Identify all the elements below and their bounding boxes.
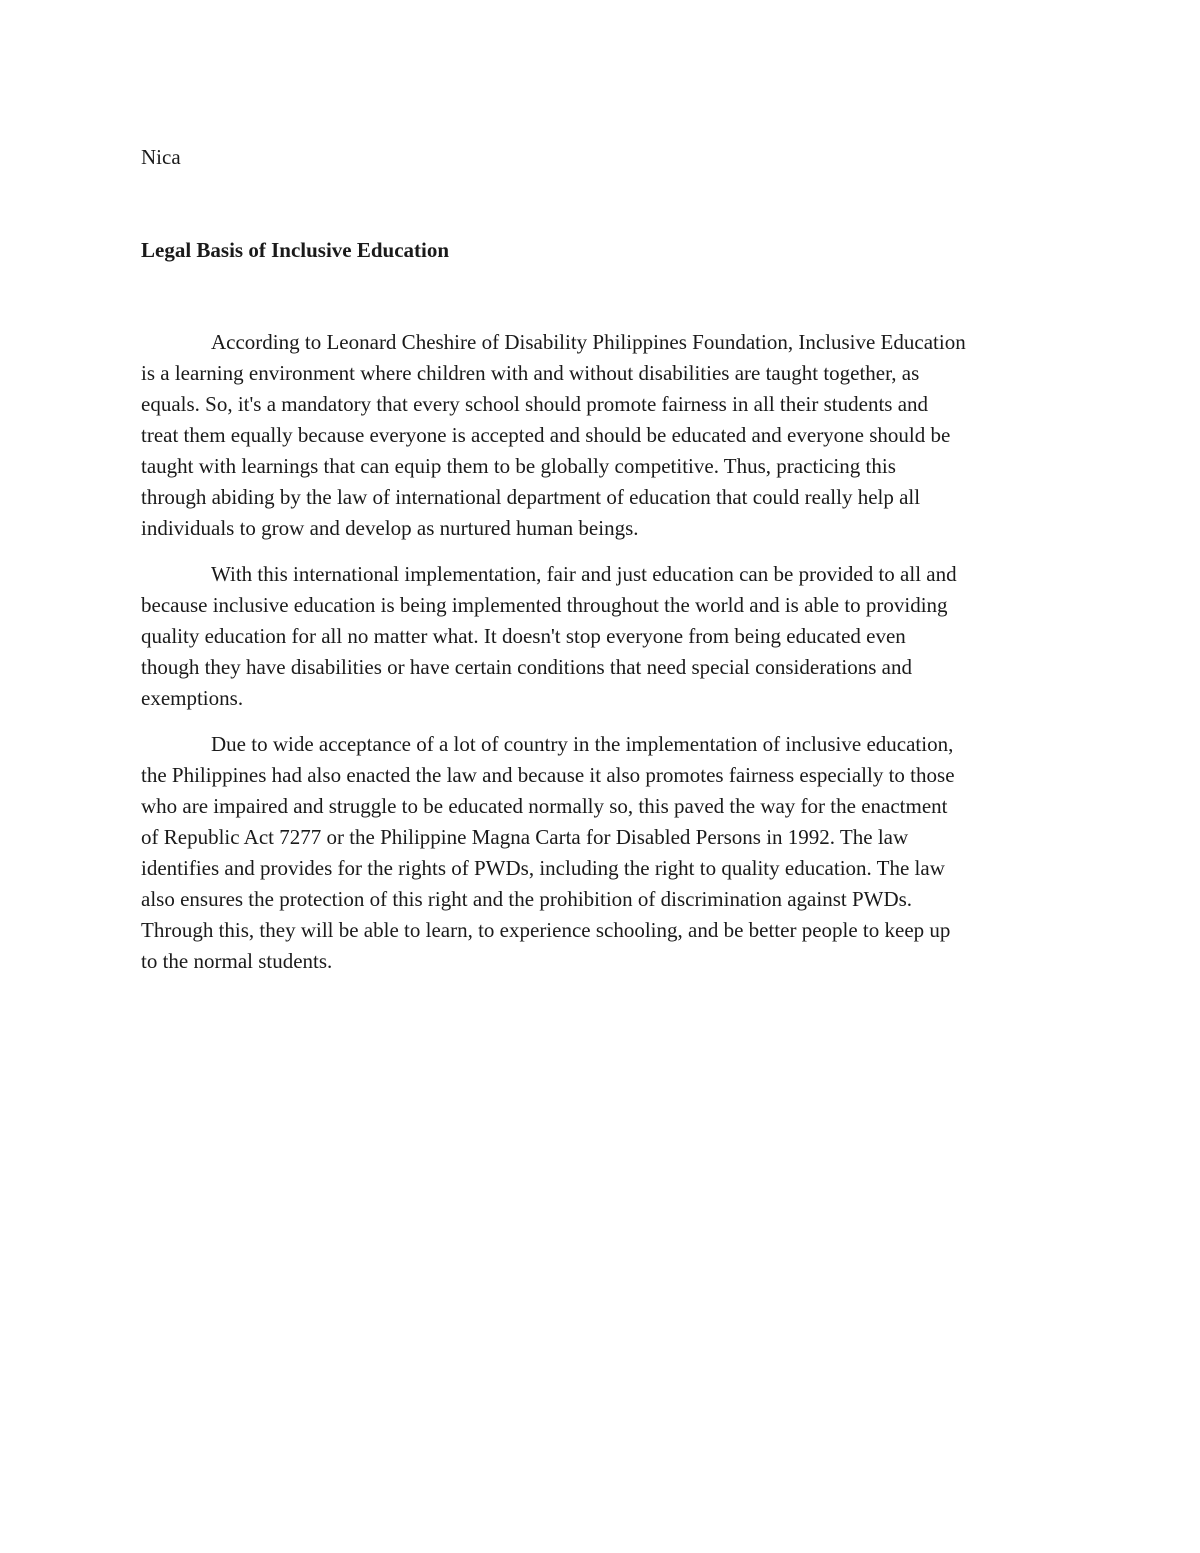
paragraph-line: According to Leonard Cheshire of Disability Philippines Foundation, Inclusive Education xyxy=(211,330,966,354)
paragraph-line: Due to wide acceptance of a lot of country in the implementation of inclusive education, xyxy=(211,732,954,756)
paragraph-line: though they have disabilities or have certain conditions that need special considerations and xyxy=(141,655,912,679)
paragraph-line: exemptions. xyxy=(141,686,244,710)
author-name: Nica xyxy=(141,145,181,169)
paragraph-line: individuals to grow and develop as nurtured human beings. xyxy=(141,516,639,540)
paragraph-1 xyxy=(141,327,1071,544)
document-title: Legal Basis of Inclusive Education xyxy=(141,238,450,262)
paragraph-line: through abiding by the law of international department of education that could really help all xyxy=(141,485,921,509)
paragraph-3 xyxy=(141,729,1071,977)
paragraph-line: equals. So, it's a mandatory that every school should promote fairness in all their students and xyxy=(141,392,929,416)
paragraph-line: is a learning environment where children with and without disabilities are taught together, as xyxy=(141,361,920,385)
paragraph-line: the Philippines had also enacted the law and because it also promotes fairness especially to those xyxy=(141,763,955,787)
paragraph-line: also ensures the protection of this right and the prohibition of discrimination against PWDs. xyxy=(141,887,913,911)
paragraph-line: taught with learnings that can equip them to be globally competitive. Thus, practicing this xyxy=(141,454,896,478)
paragraph-line: of Republic Act 7277 or the Philippine Magna Carta for Disabled Persons in 1992. The law xyxy=(141,825,909,849)
paragraph-line: to the normal students. xyxy=(141,949,333,973)
paragraph-2 xyxy=(141,559,1071,714)
paragraph-line: With this international implementation, fair and just education can be provided to all and xyxy=(211,562,957,586)
paragraph-line: because inclusive education is being implemented throughout the world and is able to providing xyxy=(141,593,948,617)
paragraph-line: who are impaired and struggle to be educated normally so, this paved the way for the enactment xyxy=(141,794,948,818)
paragraph-line: quality education for all no matter what. It doesn't stop everyone from being educated even xyxy=(141,624,906,648)
paragraph-line: identifies and provides for the rights of PWDs, including the right to quality education. The law xyxy=(141,856,945,880)
paragraph-line: treat them equally because everyone is accepted and should be educated and everyone should be xyxy=(141,423,951,447)
paragraph-line: Through this, they will be able to learn, to experience schooling, and be better people to keep up xyxy=(141,918,951,942)
document-body xyxy=(141,327,1071,992)
